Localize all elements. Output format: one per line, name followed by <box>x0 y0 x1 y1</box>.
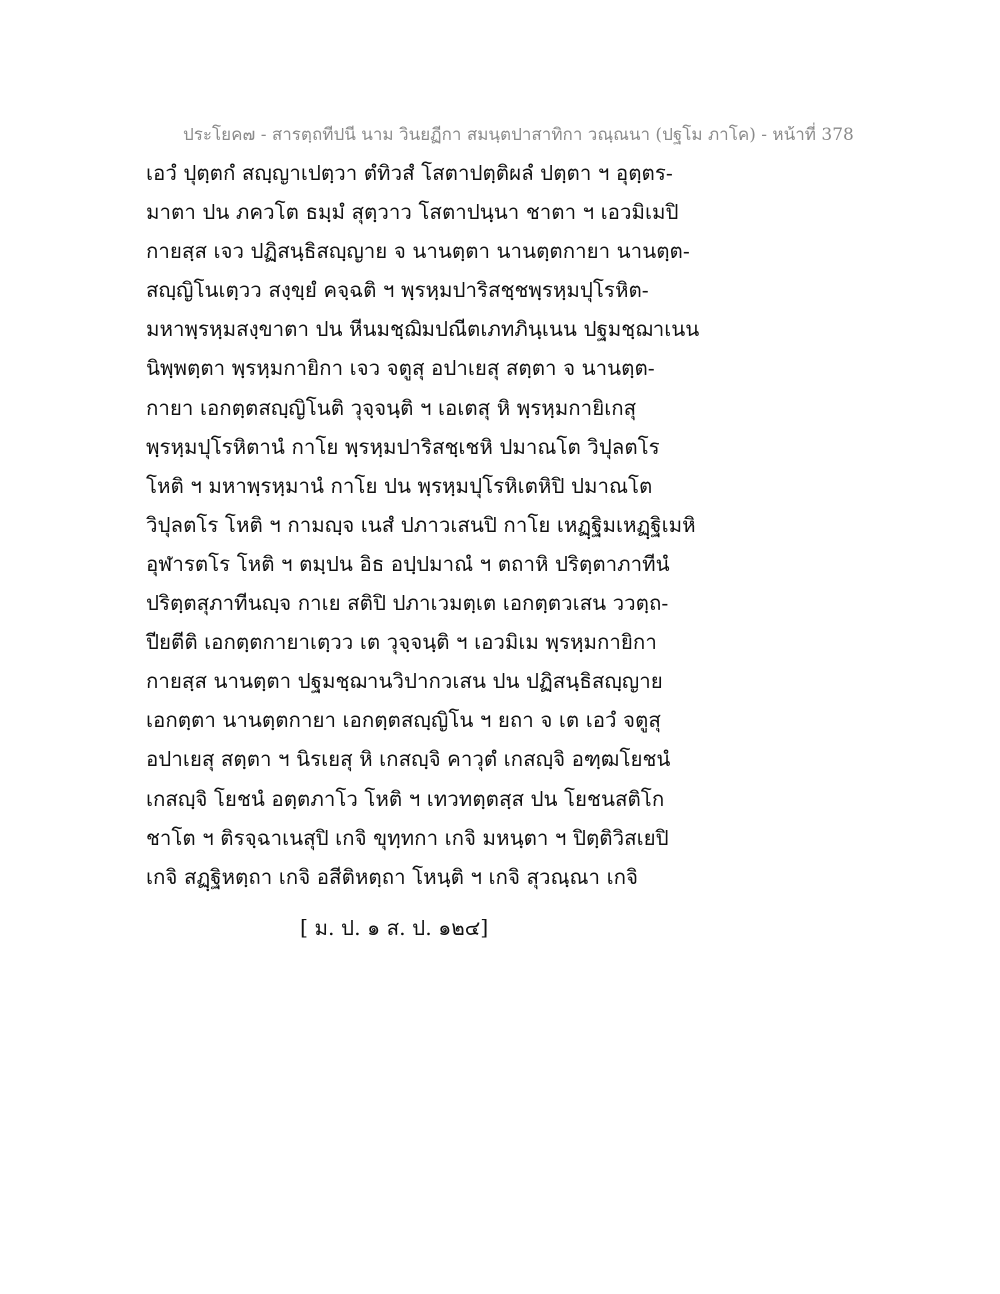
text-line-5: มหาพฺรหฺมสงฺขาตา ปน หีนมชฺฌิมปณีตเภทภินฺเนน ปฐมชฺฌาเนน <box>146 317 700 342</box>
text-line-19: เกจิ สฏฺฐิหตฺถา เกจิ อสีติหตฺถา โหนฺติ ฯ เกจิ สุวณฺณา เกจิ <box>146 864 639 889</box>
text-line-9: โหติ ฯ มหาพฺรหฺมานํ กาโย ปน พฺรหฺมปุโรหิเตหิปิ ปมาณโต <box>146 473 653 498</box>
text-line-13: ปียตีติ เอกตฺตกายาเตฺวว เต วุจฺจนฺติ ฯ เอวมิเม พฺรหฺมกายิกา <box>146 630 657 655</box>
body-text <box>146 154 700 897</box>
text-line-10: วิปุลตโร โหติ ฯ กามญฺจ เนสํ ปภาวเสนปิ กาโย เหฏฺฐิมเหฏฺฐิเมหิ <box>146 512 696 537</box>
text-line-11: อุฬารตโร โหติ ฯ ตมฺปน อิธ อปฺปมาณํ ฯ ตถาหิ ปริตฺตาภาทีนํ <box>146 551 670 576</box>
text-line-7: กายา เอกตฺตสญฺญิโนติ วุจฺจนฺติ ฯ เอเตสุ หิ พฺรหฺมกายิเกสุ <box>146 395 637 420</box>
running-header: ประโยค๗ - สารตฺถทีปนี นาม วินยฏีกา สมนฺตปาสาทิกา วณฺณนา (ปฐโม ภาโค) - หน้าที่ 378 <box>183 125 854 145</box>
source-reference: [ ม. ป. ๑ ส. ป. ๑๒๔] <box>300 916 489 940</box>
text-line-6: นิพฺพตฺตา พฺรหฺมกายิกา เจว จตูสุ อปาเยสุ สตฺตา จ นานตฺต- <box>146 356 655 381</box>
text-line-14: กายสฺส นานตฺตา ปฐมชฺฌานวิปากวเสน ปน ปฏิสนฺธิสญฺญาย <box>146 669 663 694</box>
text-line-8: พฺรหฺมปุโรหิตานํ กาโย พฺรหฺมปาริสชฺเชหิ ปมาณโต วิปุลตโร <box>146 434 660 459</box>
text-line-1: เอวํ ปุตฺตกํ สญฺญาเปตฺวา ตํทิวสํ โสตาปตฺติผลํ ปตฺตา ฯ อุตฺตร- <box>146 161 673 185</box>
text-line-2: มาตา ปน ภควโต ธมฺมํ สุตฺวาว โสตาปนฺนา ชาตา ฯ เอวมิเมปิ <box>146 200 679 225</box>
text-line-12: ปริตฺตสุภาทีนญฺจ กาเย สติปิ ปภาเวมตฺเต เอกตฺตวเสน ววตฺถ- <box>146 591 669 616</box>
text-line-18: ชาโต ฯ ติรจฺฉาเนสุปิ เกจิ ขุทฺทกา เกจิ มหนฺตา ฯ ปิตฺติวิสเยปิ <box>146 825 669 850</box>
text-line-4: สญฺญิโนเตฺวว สงฺขฺยํ คจฺฉติ ฯ พฺรหฺมปาริสชฺชพฺรหฺมปุโรหิต- <box>146 278 649 303</box>
text-line-3: กายสฺส เจว ปฏิสนฺธิสญฺญาย จ นานตฺตา นานตฺตกายา นานตฺต- <box>146 239 690 264</box>
text-line-15: เอกตฺตา นานตฺตกายา เอกตฺตสญฺญิโน ฯ ยถา จ เต เอวํ จตูสุ <box>146 708 661 733</box>
text-line-17: เกสญฺจิ โยชนํ อตฺตภาโว โหติ ฯ เทวทตฺตสฺส ปน โยชนสติโก <box>146 786 665 811</box>
text-line-16: อปาเยสุ สตฺตา ฯ นิรเยสุ หิ เกสญฺจิ คาวุตํ เกสญฺจิ อฑฺฒโยชนํ <box>146 747 671 772</box>
